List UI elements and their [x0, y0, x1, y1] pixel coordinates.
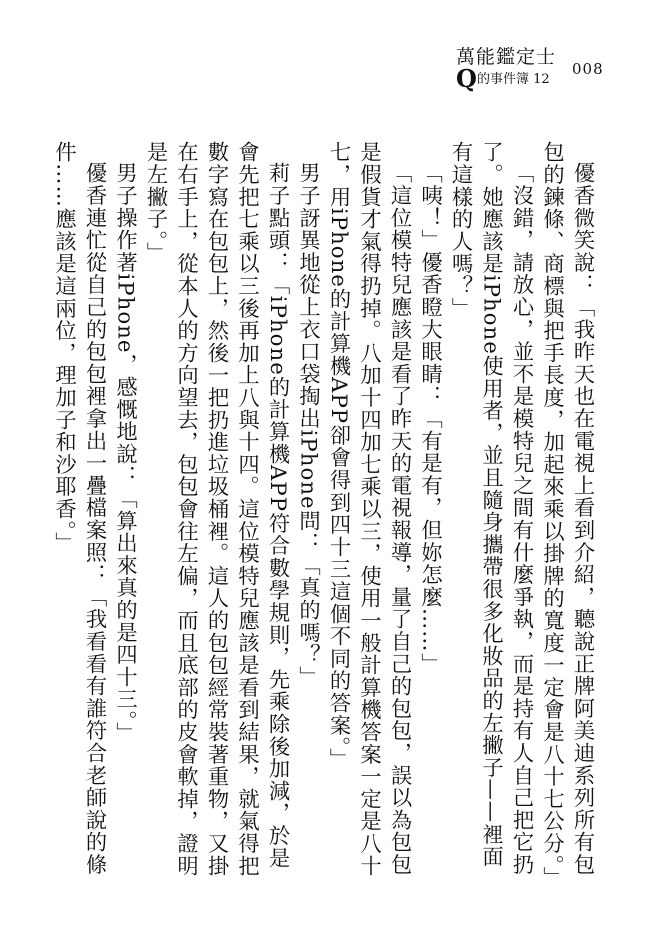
page-number: 008	[572, 60, 604, 78]
paragraph: 「咦！」優香瞪大眼睛：「有是有，但妳怎麼……」	[417, 162, 443, 676]
paragraph: 「沒錯，請放心，並不是模特兒之間有什麼爭執，而是持有人自己把它扔了。她應該是iPhone使用者，並且隨身攜帶很多化妝品的左撇子——裡面有這樣的人嗎？」	[448, 141, 534, 876]
paragraph: 莉子點頭：「iPhone的計算機APP符合數學規則，先乘除後加減，於是會先把七乘以三後再加上八與十四。這位模特兒應該是看到結果，就氣得把數字寫在包包上，然後一把扔進垃圾桶裡。這人的包包經常裝著重物，又掛在右手上，從本人的方向望去，包包會往左偏，而且底部的皮會軟掉，證明是左撇子。」	[143, 141, 290, 877]
paragraph: 男子操作著iPhone，感慨地說：「算出來真的是四十三。」	[112, 162, 138, 745]
paragraph: 優香微笑說：「我昨天也在電視上看到介紹，聽說正牌阿美迪系列所有包包的鍊條、商標與把手長度，加起來乘以掛牌的寬度一定會是八十七公分。」	[539, 141, 595, 889]
body-text	[51, 141, 597, 889]
running-header	[456, 46, 626, 104]
paragraph: 「這位模特兒應該是看了昨天的電視報導，量了自己的包包，誤以為包包是假貨才氣得扔掉。八加十四加七乘以三，使用一般計算機答案一定是八十七，用iPhone的計算機APP卻會得到四十三這個不同的答案。」	[326, 141, 412, 877]
paragraph: 男子訝異地從上衣口袋掏出iPhone問：「真的嗎？」	[295, 162, 321, 689]
series-q-letter: Q	[456, 64, 477, 93]
paragraph: 優香連忙從自己的包包裡拿出一疊檔案照：「我看看有誰符合老師說的條件……應該是這兩位，理加子和沙耶香。」	[51, 141, 107, 876]
series-subtitle: 的事件簿 12	[477, 72, 550, 87]
series-title: 萬能鑑定士	[456, 46, 557, 68]
